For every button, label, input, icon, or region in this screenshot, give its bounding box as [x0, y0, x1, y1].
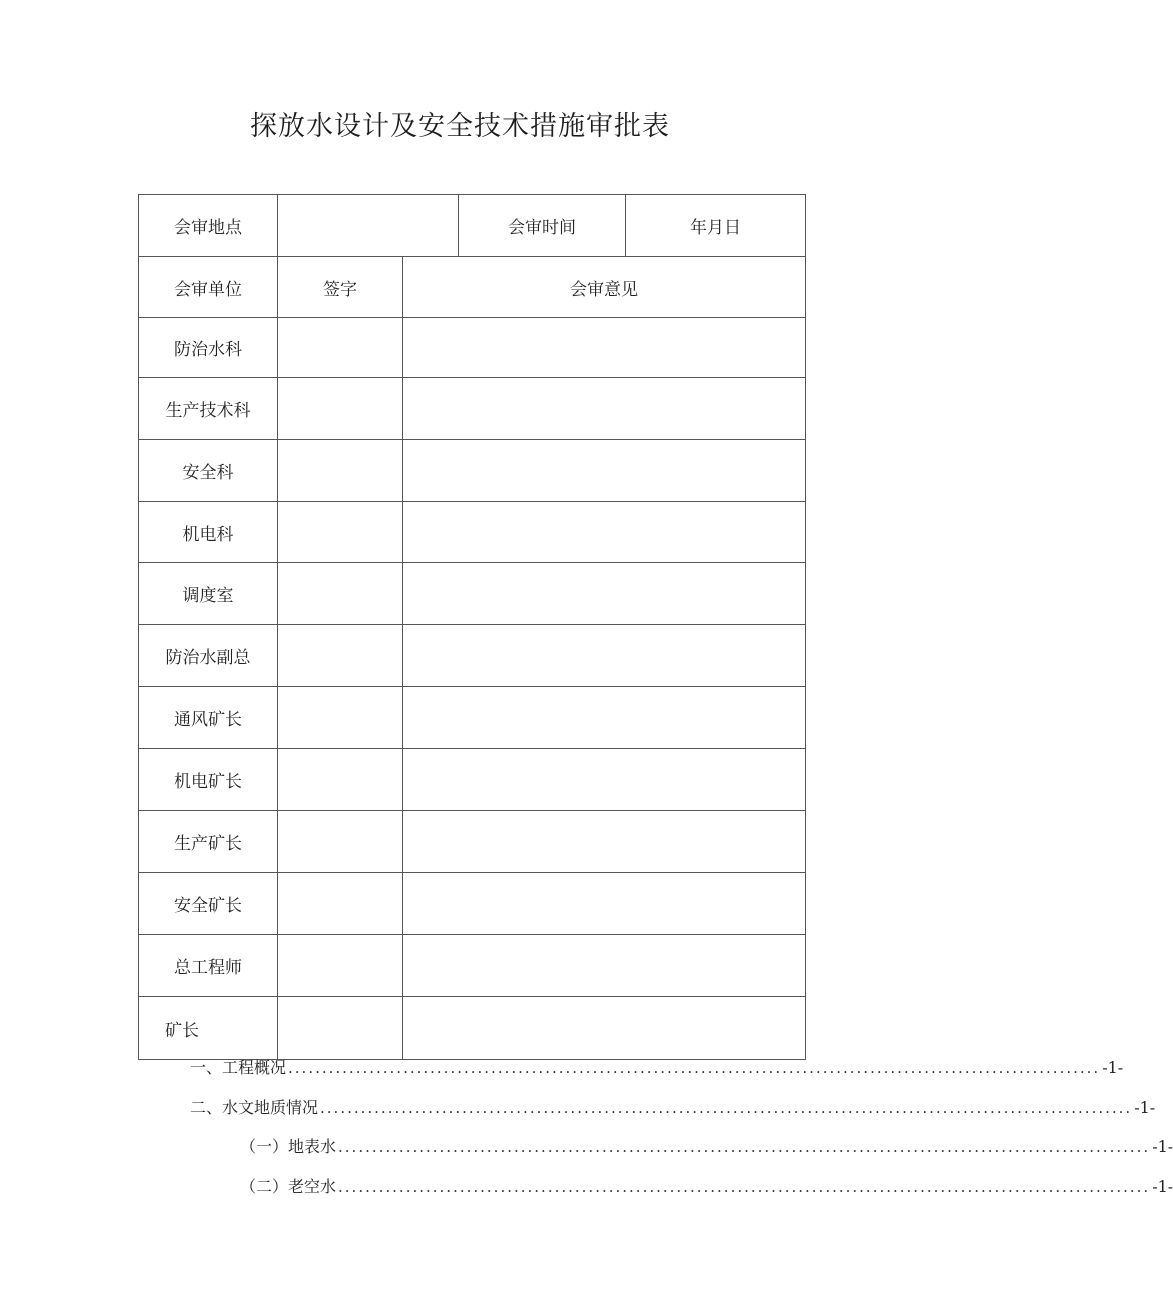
signature-cell[interactable] [278, 625, 403, 687]
signature-cell[interactable] [278, 873, 403, 935]
signature-cell[interactable] [278, 563, 403, 625]
signature-cell[interactable] [278, 997, 403, 1060]
unit-name-cell: 生产矿长 [139, 811, 278, 873]
unit-row [139, 687, 806, 749]
toc-entry[interactable] [240, 1134, 1173, 1157]
opinion-cell[interactable] [403, 873, 806, 935]
toc-dot-leader: ........................................................................................................................ [320, 1099, 1133, 1117]
signature-cell[interactable] [278, 749, 403, 811]
opinion-cell[interactable] [403, 440, 806, 502]
toc-entry[interactable] [190, 1055, 1124, 1078]
unit-name-cell: 总工程师 [139, 935, 278, 997]
toc-entry[interactable] [190, 1095, 1156, 1118]
signature-cell[interactable] [278, 811, 403, 873]
unit-row [139, 935, 806, 997]
unit-name-cell: 防治水副总 [139, 625, 278, 687]
unit-name-cell: 矿长 [139, 997, 278, 1060]
unit-row [139, 997, 806, 1060]
opinion-cell[interactable] [403, 997, 806, 1060]
unit-name-cell: 安全科 [139, 440, 278, 502]
opinion-cell[interactable] [403, 378, 806, 440]
signature-cell[interactable] [278, 440, 403, 502]
signature-cell[interactable] [278, 318, 403, 378]
opinion-cell[interactable] [403, 502, 806, 563]
toc-entry[interactable] [240, 1174, 1173, 1197]
unit-name-cell: 安全矿长 [139, 873, 278, 935]
meeting-info-row [139, 195, 806, 257]
toc-page-number: -1- [1152, 1177, 1173, 1196]
opinion-cell[interactable] [403, 749, 806, 811]
unit-row [139, 625, 806, 687]
opinion-cell[interactable] [403, 811, 806, 873]
unit-name-cell: 调度室 [139, 563, 278, 625]
opinion-cell[interactable] [403, 935, 806, 997]
unit-name-cell: 生产技术科 [139, 378, 278, 440]
unit-row [139, 440, 806, 502]
toc-page-number: -1- [1134, 1098, 1156, 1117]
signature-cell[interactable] [278, 378, 403, 440]
unit-name-cell: 防治水科 [139, 318, 278, 378]
meeting-time-field[interactable]: 年月日 [626, 195, 806, 257]
toc-dot-leader: ........................................................................................................................ [338, 1178, 1151, 1196]
toc-page-number: -1- [1152, 1137, 1173, 1156]
unit-name-cell: 机电矿长 [139, 749, 278, 811]
unit-row [139, 502, 806, 563]
unit-row [139, 749, 806, 811]
opinion-cell[interactable] [403, 318, 806, 378]
toc-dot-leader: ........................................................................................................................ [288, 1059, 1101, 1077]
meeting-time-label: 会审时间 [459, 195, 626, 257]
toc-entry-label: （一）地表水 [240, 1137, 337, 1156]
opinion-cell[interactable] [403, 625, 806, 687]
toc-page-number: -1- [1102, 1058, 1124, 1077]
signature-column-header: 签字 [278, 257, 403, 318]
unit-row [139, 378, 806, 440]
opinion-cell[interactable] [403, 687, 806, 749]
meeting-location-label: 会审地点 [139, 195, 278, 257]
approval-table [138, 194, 806, 1060]
toc-dot-leader: ........................................................................................................................ [338, 1138, 1151, 1156]
unit-row [139, 563, 806, 625]
opinion-column-header: 会审意见 [403, 257, 806, 318]
unit-row [139, 811, 806, 873]
unit-column-header: 会审单位 [139, 257, 278, 318]
unit-name-cell: 通风矿长 [139, 687, 278, 749]
toc-entry-label: 一、工程概况 [190, 1058, 287, 1077]
opinion-cell[interactable] [403, 563, 806, 625]
signature-cell[interactable] [278, 935, 403, 997]
toc-entry-label: （二）老空水 [240, 1177, 337, 1196]
signature-cell[interactable] [278, 502, 403, 563]
column-header-row [139, 257, 806, 318]
page-title: 探放水设计及安全技术措施审批表 [250, 111, 670, 142]
toc-entry-label: 二、水文地质情况 [190, 1098, 319, 1117]
signature-cell[interactable] [278, 687, 403, 749]
unit-row [139, 873, 806, 935]
meeting-location-field[interactable] [278, 195, 459, 257]
unit-rows [139, 318, 806, 1060]
unit-row [139, 318, 806, 378]
unit-name-cell: 机电科 [139, 502, 278, 563]
